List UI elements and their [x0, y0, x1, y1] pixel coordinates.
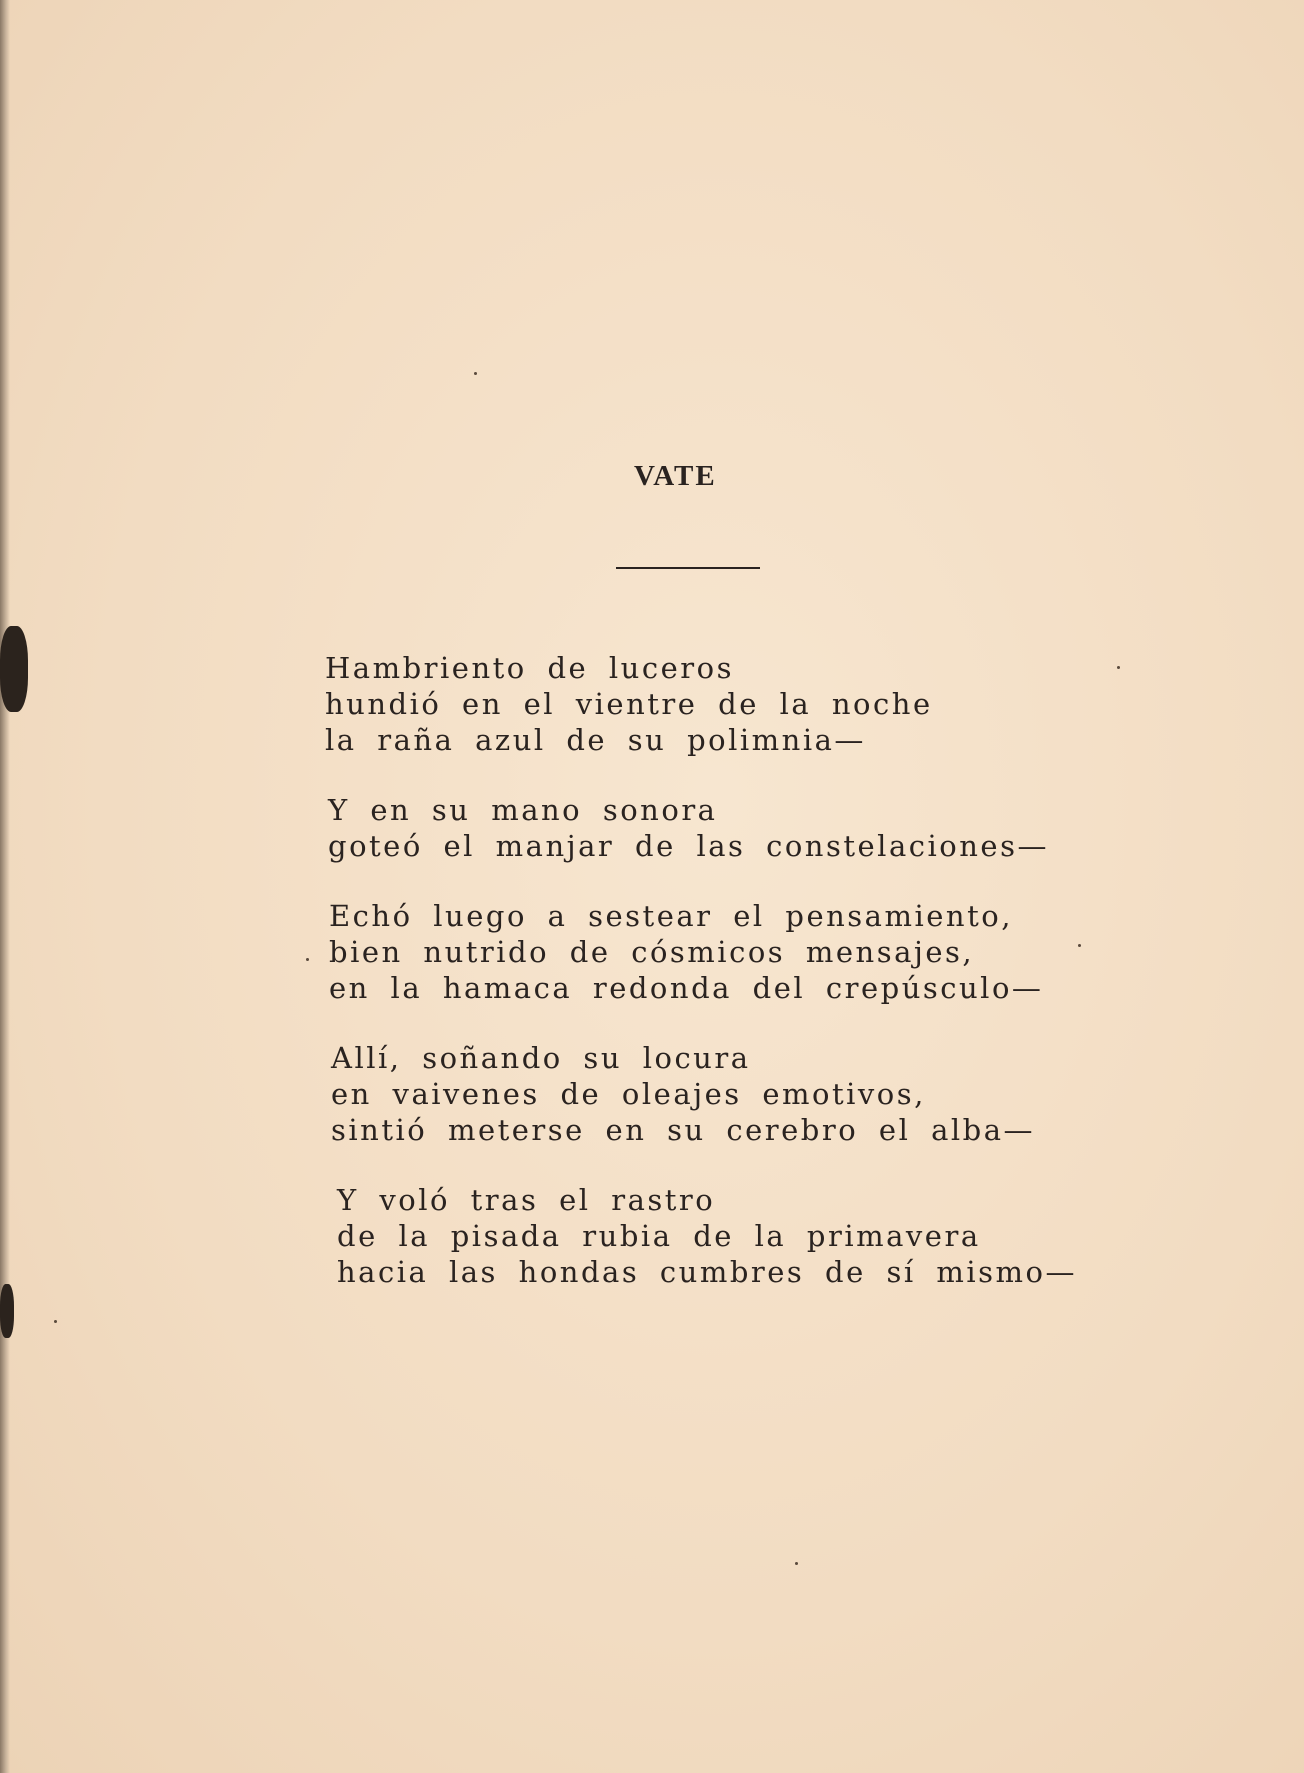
stanza	[325, 1040, 1077, 1148]
paper-speck	[1078, 944, 1081, 947]
paper-speck	[474, 372, 477, 375]
verse-line: hundió en el vientre de la noche	[325, 687, 933, 721]
paper-speck	[306, 958, 309, 961]
verse-line: en vaivenes de oleajes emotivos,	[331, 1077, 926, 1111]
poem-body	[325, 650, 1077, 1324]
verse-line: hacia las hondas cumbres de sí mismo—	[337, 1255, 1077, 1289]
verse-line: la raña azul de su polimnia—	[325, 723, 866, 757]
paper-speck	[54, 1320, 57, 1323]
verse-line: en la hamaca redonda del crepúsculo—	[329, 971, 1044, 1005]
verse-line: Echó luego a sestear el pensamiento,	[329, 899, 1013, 933]
verse-line: de la pisada rubia de la primavera	[337, 1219, 981, 1253]
stanza	[325, 898, 1077, 1006]
verse-line: Y voló tras el rastro	[337, 1183, 716, 1217]
verse-line: goteó el manjar de las constelaciones—	[328, 829, 1049, 863]
paper-speck	[795, 1562, 798, 1565]
paper-speck	[1117, 666, 1120, 669]
stanza	[325, 792, 1077, 864]
binding-edge	[0, 0, 10, 1773]
verse-line: Hambriento de luceros	[325, 651, 734, 685]
ink-stain	[0, 1284, 14, 1338]
verse-line: sintió meterse en su cerebro el alba—	[331, 1113, 1035, 1147]
verse-line: Allí, soñando su locura	[331, 1041, 751, 1075]
stanza	[325, 650, 1077, 758]
verse-line: Y en su mano sonora	[328, 793, 718, 827]
stanza	[325, 1182, 1077, 1290]
ink-stain	[0, 626, 28, 712]
poem-title: VATE	[634, 460, 717, 492]
title-divider	[616, 567, 760, 569]
verse-line: bien nutrido de cósmicos mensajes,	[329, 935, 975, 969]
